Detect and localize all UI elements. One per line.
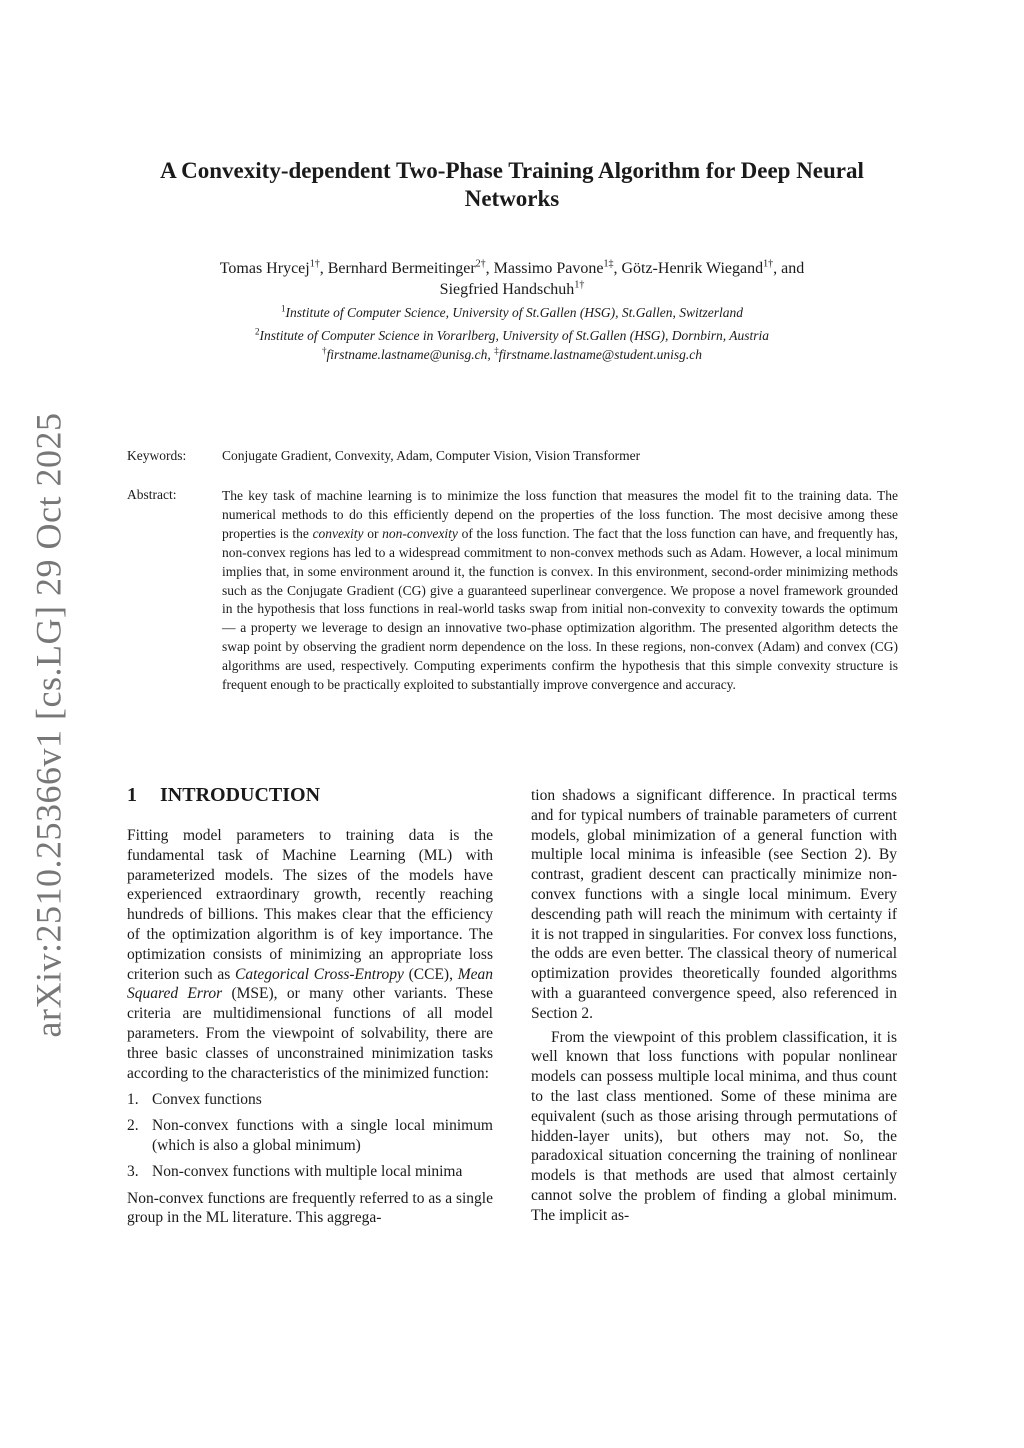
- abstract-emphasis: non-convexity: [382, 525, 458, 541]
- list-item-text: Non-convex functions with multiple local minima: [152, 1162, 463, 1180]
- author-name: Massimo Pavone: [493, 260, 604, 277]
- email-superscript: ‡: [494, 345, 499, 356]
- affiliation-superscript: 2: [254, 326, 260, 337]
- intro-paragraph-2-start: [127, 1189, 493, 1229]
- abstract-part: of the loss function. The fact that the loss function can have, and frequently has, non-convex regions has led to a widespread commitment to non-convex methods such as Adam. However, a local minimum implies that, in some environment around it, the function is convex. In this environment, second-order minimizing methods such as the Conjugate Gradient (CG) give a guaranteed superlinear convergence. We propose a novel framework grounded in the hypothesis that loss functions in real-world tasks swap from initial non-convexity to convexity towards the optimum — a property we leverage to design an innovative two-phase optimization algorithm. The presented algorithm detects the swap point by observing the gradient norm dependence on the loss. In these regions, non-convex (Adam) and convex (CG) algorithms are used, respectively. Computing experiments confirm the hypothesis that this simple convexity structure is frequent enough to be practically exploited to substantially improve convergence and accuracy.: [222, 525, 899, 693]
- author-superscript: 2†: [475, 258, 486, 270]
- list-item: [127, 1162, 493, 1182]
- paper-title: A Convexity-dependent Two-Phase Training Algorithm for Deep Neural Networks: [160, 158, 864, 211]
- intro-paragraph-2-continued: [531, 786, 897, 1024]
- arxiv-identifier: arXiv:2510.25366v1 [cs.LG] 29 Oct 2025: [28, 412, 68, 1038]
- paragraph-emphasis: Mean Squared Error: [127, 965, 493, 1003]
- paragraph-emphasis: Categorical Cross-Entropy: [235, 965, 404, 983]
- author-name: Bernhard Bermeitinger: [327, 260, 476, 277]
- intro-paragraph-3: From the viewpoint of this problem classification, it is well known that loss functions with popular nonlinear models can possess multiple local minima, and thus count to the last class mentioned. Some of these minima are equivalent (such as those arising through permutations of hidden-layer units), but others may not. So, the paradoxical situation concerning the training of nonlinear models is that methods are used that almost certainly cannot solve the problem of finding a global minimum. The implicit as-: [531, 1028, 897, 1224]
- list-marker: 3.: [127, 1162, 139, 1180]
- section-heading-introduction: [127, 783, 493, 807]
- function-class-list: [127, 1090, 493, 1181]
- affiliation-2: [120, 327, 904, 344]
- affiliation-superscript: 1: [281, 303, 286, 314]
- paragraph-text: (CCE),: [403, 965, 458, 983]
- section-title: INTRODUCTION: [160, 784, 321, 806]
- intro-paragraph-1: [127, 826, 493, 1083]
- author-superscript: 1†: [763, 258, 774, 270]
- list-item-text: Non-convex functions with a single local minimum (which is also a global minimum): [152, 1117, 493, 1154]
- paragraph-text: Non-convex functions are frequently referred to as a single group in the ML literature. This aggrega-: [127, 1189, 493, 1227]
- list-item: [127, 1116, 493, 1156]
- affiliation-1: [120, 304, 904, 321]
- right-column: [531, 786, 897, 1226]
- author-list: Tomas Hrycej$^{1\dagger}$, Bernhard Bermeitinger$^{2\dagger}$, Massimo Pavone$^{1\ddagger}$, Götz-Henrik Wiegand$^{1\dagger}$, and Siegfried Handschuh$^{1\dagger}$: [219, 258, 805, 298]
- affiliation-text: Institute of Computer Science, University of St.Gallen (HSG), St.Gallen, Switzerland: [285, 305, 743, 320]
- section-number: 1: [127, 784, 137, 806]
- contact-emails: [120, 346, 904, 363]
- arxiv-sidebar: [24, 412, 72, 1038]
- author-name: Götz-Henrik Wiegand: [621, 260, 764, 277]
- abstract-part: The key task of machine learning is to minimize the loss function that measures the model fit to the training data. The numerical methods to do this efficiently depend on the properties of the loss function. The most decisive among these properties is the: [222, 488, 898, 541]
- paragraph-text: Fitting model parameters to training data is the fundamental task of Machine Learning (ML) with parameterized models. The sizes of the models have experienced extraordinary growth, recently reaching hundreds of billions. This makes clear that the efficiency of the optimization algorithm is of key importance. The optimization consists of minimizing an appropriate loss criterion such as: [127, 827, 493, 983]
- paragraph-text: (MSE), or many other variants. These criteria are multidimensional functions of all model parameters. From the viewpoint of solvability, there are three basic classes of unconstrained minimization tasks according to the characteristics of the minimized function:: [127, 985, 494, 1082]
- abstract-part: or: [363, 525, 383, 541]
- list-item-text: Convex functions: [152, 1091, 262, 1109]
- abstract-label: Abstract:: [127, 487, 177, 502]
- author-superscript: 1†: [574, 279, 585, 291]
- abstract-emphasis: convexity: [312, 525, 364, 541]
- list-item: [127, 1090, 493, 1110]
- author-superscript: 1†: [309, 258, 320, 270]
- keywords-text: Conjugate Gradient, Convexity, Adam, Computer Vision, Vision Transformer: [222, 448, 641, 463]
- author-conjunction: , and: [773, 260, 805, 277]
- list-marker: 2.: [127, 1117, 139, 1135]
- paragraph-text: tion shadows a significant difference. In practical terms and for typical numbers of trainable parameters of current models, global minimization of a general function with multiple local minima is infeasible (see Section 2). By contrast, gradient descent can practically minimize non-convex functions with a single local minimum. Every descending path will reach the minimum with certainty if it is not trapped in singularities. For convex loss functions, the odds are even better. The classical theory of numerical optimization provides theoretically founded algorithms with a guaranteed convergence speed, also referenced in Section 2.: [531, 787, 897, 1022]
- author-superscript: 1‡: [603, 258, 614, 270]
- left-column: [127, 783, 493, 1228]
- affiliation-text: Institute of Computer Science in Vorarlberg, University of St.Gallen (HSG), Dornbirn, Austria: [259, 328, 770, 343]
- email-superscript: †: [322, 345, 327, 356]
- list-marker: 1.: [127, 1091, 139, 1109]
- abstract-text: [222, 487, 898, 695]
- email-address: firstname.lastname@student.unisg.ch: [498, 347, 702, 362]
- email-address: firstname.lastname@unisg.ch,: [326, 347, 491, 362]
- author-name: Siegfried Handschuh: [439, 281, 575, 298]
- author-name: Tomas Hrycej: [219, 260, 310, 277]
- keywords-label: Keywords:: [127, 448, 187, 463]
